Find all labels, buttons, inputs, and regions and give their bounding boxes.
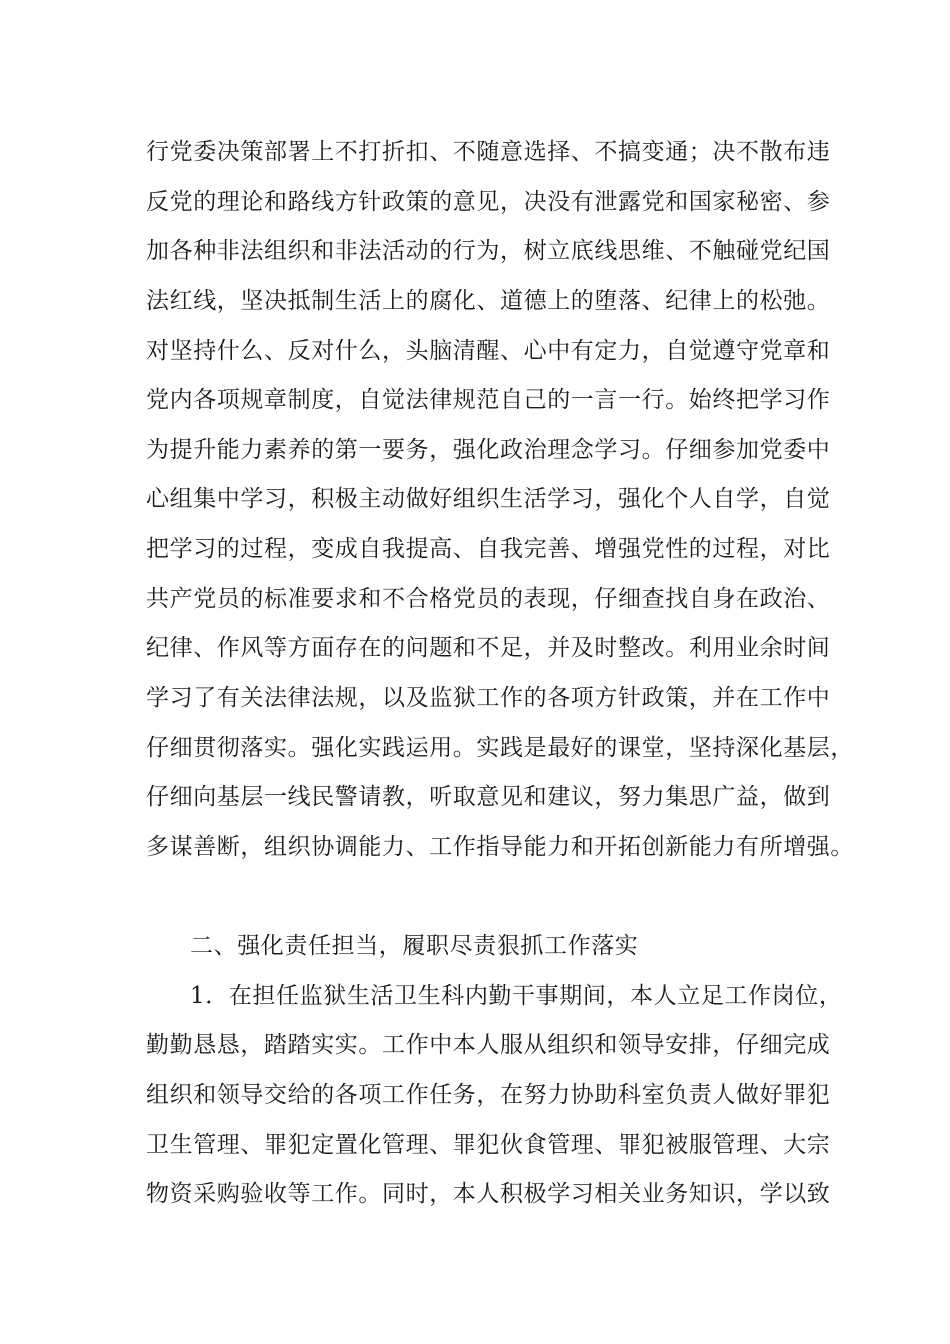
paragraph-line: 为提升能力素养的第一要务，强化政治理念学习。仔细参加党委中 <box>146 437 831 463</box>
paragraph-line: 1．在担任监狱生活卫生科内勤干事期间，本人立足工作岗位， <box>190 983 843 1009</box>
paragraph-line: 卫生管理、罪犯定置化管理、罪犯伙食管理、罪犯被服管理、大宗 <box>146 1132 831 1158</box>
paragraph-line: 把学习的过程，变成自我提高、自我完善、增强党性的过程，对比 <box>146 536 831 562</box>
paragraph-line: 党内各项规章制度，自觉法律规范自己的一言一行。始终把学习作 <box>146 387 831 413</box>
paragraph-line: 仔细向基层一线民警请教，听取意见和建议，努力集思广益，做到 <box>146 784 831 810</box>
paragraph-line: 学习了有关法律法规，以及监狱工作的各项方针政策，并在工作中 <box>146 685 831 711</box>
paragraph-line: 行党委决策部署上不打折扣、不随意选择、不搞变通；决不散布违 <box>146 139 831 165</box>
paragraph-line: 法红线，坚决抵制生活上的腐化、道德上的堕落、纪律上的松弛。 <box>146 288 831 314</box>
paragraph-line: 勤勤恳恳，踏踏实实。工作中本人服从组织和领导安排，仔细完成 <box>146 1032 831 1058</box>
paragraph-line: 反党的理论和路线方针政策的意见，决没有泄露党和国家秘密、参 <box>146 189 831 215</box>
paragraph-line: 共产党员的标准要求和不合格党员的表现，仔细查找自身在政治、 <box>146 586 831 612</box>
paragraph-line: 心组集中学习，积极主动做好组织生活学习，强化个人自学，自觉 <box>146 486 831 512</box>
paragraph-line: 加各种非法组织和非法活动的行为，树立底线思维、不触碰党纪国 <box>146 238 831 264</box>
paragraph-line: 组织和领导交给的各项工作任务，在努力协助科室负责人做好罪犯 <box>146 1082 831 1108</box>
paragraph-line: 仔细贯彻落实。强化实践运用。实践是最好的课堂，坚持深化基层， <box>146 735 854 761</box>
section-heading: 二、强化责任担当，履职尽责狠抓工作落实 <box>190 933 639 959</box>
paragraph-line: 对坚持什么、反对什么，头脑清醒、心中有定力，自觉遵守党章和 <box>146 338 831 364</box>
paragraph-line: 多谋善断，组织协调能力、工作指导能力和开拓创新能力有所增强。 <box>146 834 854 860</box>
paragraph-line: 纪律、作风等方面存在的问题和不足，并及时整改。利用业余时间 <box>146 635 831 661</box>
paragraph-line: 物资采购验收等工作。同时，本人积极学习相关业务知识，学以致 <box>146 1181 831 1207</box>
